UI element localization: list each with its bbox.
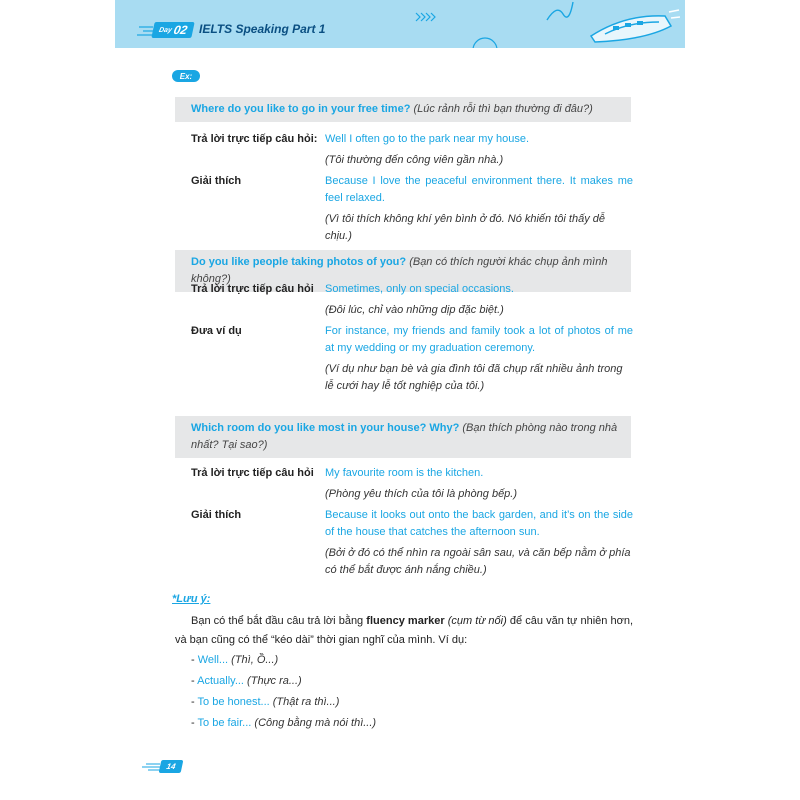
wave-decoration-icon <box>545 0 575 22</box>
bullet-dash: - <box>191 696 198 708</box>
example-badge: Ex: <box>172 70 200 82</box>
bullet-phrase: Actually... <box>197 675 244 687</box>
bullet-translation: (Thật ra thì...) <box>269 696 340 708</box>
bullet-dash: - <box>191 654 198 666</box>
question-translation: (Bạn thích phòng nào trong nhà nhất? Tại sao?) <box>191 422 618 451</box>
row-label: Trả lời trực tiếp câu hỏi <box>191 467 314 479</box>
list-item <box>191 673 302 690</box>
row-label: Giải thích <box>191 175 242 187</box>
note-text-bold: fluency marker <box>366 615 445 627</box>
speed-lines-icon <box>142 762 160 772</box>
bullet-dash: - <box>191 675 198 687</box>
train-icon <box>585 6 680 48</box>
chevrons-icon <box>415 12 439 22</box>
question-translation: (Lúc rảnh rỗi thì bạn thường đi đâu?) <box>413 103 593 115</box>
bullet-phrase: To be fair... <box>197 717 252 729</box>
bullet-phrase: Well... <box>197 654 229 666</box>
header-title: IELTS Speaking Part 1 <box>199 22 326 36</box>
day-number: 02 <box>172 23 189 37</box>
answer-translation: (Phòng yêu thích của tôi là phòng bếp.) <box>325 488 518 500</box>
bullet-translation: (Công bằng mà nói thì...) <box>251 717 377 729</box>
day-word: Day <box>158 26 173 34</box>
row-label: Trả lời trực tiếp câu hỏi: <box>191 133 318 145</box>
circle-decoration-icon <box>470 34 500 48</box>
bullet-translation: (Thực ra...) <box>244 675 302 687</box>
note-text-before: Bạn có thể bắt đầu câu trả lời bằng <box>191 615 367 627</box>
answer-text: Because it looks out onto the back garden, and it’s on the side of the house that catches the afternoon sun. <box>325 509 633 538</box>
note-paragraph <box>175 612 633 650</box>
note-title: *Lưu ý: <box>172 593 211 605</box>
question-bar-1 <box>175 97 631 122</box>
page-number: 14 <box>159 760 184 773</box>
answer-text: For instance, my friends and family took a lot of photos of me at my wedding or my graduation ceremony. <box>325 325 633 354</box>
row-label: Trả lời trực tiếp câu hỏi <box>191 283 314 295</box>
answer-text: Because I love the peaceful environment there. It makes me feel relaxed. <box>325 175 633 204</box>
list-item <box>191 715 376 732</box>
question-text: Which room do you like most in your house? Why? <box>191 422 460 434</box>
day-badge <box>151 22 195 38</box>
question-text: Where do you like to go in your free time? <box>191 103 411 115</box>
row-label: Giải thích <box>191 509 242 521</box>
page-header <box>115 0 685 48</box>
bullet-translation: (Thì, Ồ...) <box>228 654 279 666</box>
question-bar-3 <box>175 416 631 458</box>
question-translation: (Bạn có thích người khác chụp ảnh mình không?) <box>191 256 608 285</box>
answer-translation: (Ví dụ như bạn bè và gia đình tôi đã chụp rất nhiều ảnh trong lễ cưới hay lễ tốt nghiệp của tôi.) <box>325 363 623 392</box>
answer-text: Well I often go to the park near my house. <box>325 133 530 145</box>
note-text-italic: (cụm từ nối) <box>444 615 507 627</box>
answer-text: My favourite room is the kitchen. <box>325 467 484 479</box>
bullet-phrase: To be honest... <box>197 696 270 708</box>
answer-translation: (Tôi thường đến công viên gần nhà.) <box>325 154 504 166</box>
bullet-dash: - <box>191 717 198 729</box>
answer-translation: (Bởi ở đó có thể nhìn ra ngoài sân sau, và căn bếp nằm ở phía có thể bắt được ánh nắng chiều.) <box>325 547 631 576</box>
note-text-after: để câu văn tự nhiên hơn, và bạn cũng có thể “kéo dài” thời gian nghĩ của mình. Ví dụ: <box>175 615 634 646</box>
list-item <box>191 652 278 669</box>
answer-translation: (Đôi lúc, chỉ vào những dịp đặc biệt.) <box>325 304 504 316</box>
row-label: Đưa ví dụ <box>191 325 242 337</box>
list-item <box>191 694 339 711</box>
question-text: Do you like people taking photos of you? <box>191 256 407 268</box>
answer-translation: (Vì tôi thích không khí yên bình ở đó. Nó khiến tôi thấy dễ chịu.) <box>325 213 605 242</box>
answer-text: Sometimes, only on special occasions. <box>325 283 514 295</box>
